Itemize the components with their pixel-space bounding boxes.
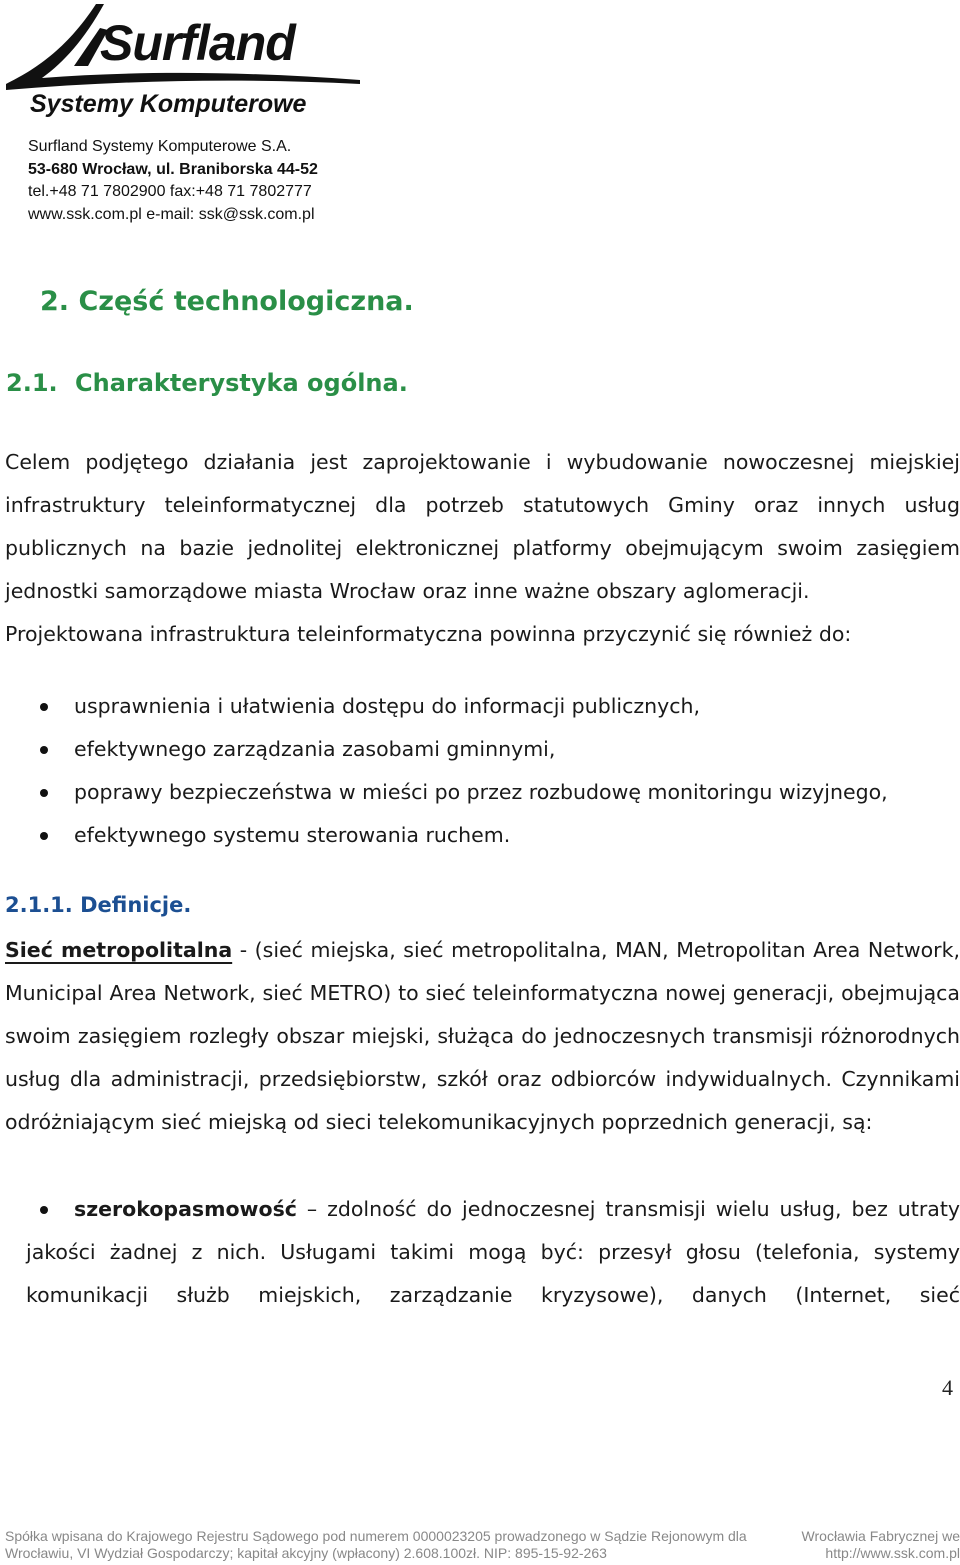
- company-street: 53-680 Wrocław, ul. Braniborska 44-52: [28, 160, 318, 178]
- feature-text: – zdolność do jednoczesnej transmisji wielu usług, bez utraty jakości żadnej z nich. Usługami takimi mogą być: przesył głosu (telefonia, systemy komunikacji służb miejskich, zarządzanie kryzysowe), danych (Internet, sieć: [26, 1197, 960, 1307]
- goals-intro-paragraph: Projektowana infrastruktura teleinformatyczna powinna przyczynić się również do:: [5, 622, 852, 646]
- subsection-number: 2.1.: [6, 369, 58, 397]
- goals-list: [0, 685, 960, 857]
- footer-registry-text: Spółka wpisana do Krajowego Rejestru Sądowego pod numerem 0000023205 prowadzonego w Sądzie Rejonowym dla: [5, 1528, 747, 1544]
- company-logo: [4, 0, 364, 130]
- footer-court-text: Wrocławia Fabrycznej we: [801, 1528, 960, 1544]
- subsection-heading: [6, 369, 408, 397]
- list-item: efektywnego systemu sterowania ruchem.: [0, 814, 960, 857]
- page-footer: [5, 1528, 960, 1562]
- list-item: efektywnego zarządzania zasobami gminnymi,: [0, 728, 960, 771]
- footer-capital-text: Wrocławiu, VI Wydział Gospodarczy; kapitał akcyjny (wpłacony) 2.608.100zł. NIP: 895-15-92-263: [5, 1545, 607, 1561]
- logo-subtitle: Systemy Komputerowe: [30, 90, 307, 118]
- bullet-icon: [40, 746, 48, 754]
- bullet-icon: [40, 832, 48, 840]
- footer-website: http://www.ssk.com.pl: [825, 1545, 960, 1561]
- bullet-icon: [40, 789, 48, 797]
- section-heading: 2. Część technologiczna.: [40, 286, 414, 317]
- logo-wordmark: Surfland: [100, 15, 295, 71]
- list-item: poprawy bezpieczeństwa w mieści po przez rozbudowę monitoringu wizyjnego,: [0, 771, 960, 814]
- company-web-email: www.ssk.com.pl e-mail: ssk@ssk.com.pl: [28, 205, 315, 223]
- definition-text: - (sieć miejska, sieć metropolitalna, MAN, Metropolitan Area Network, Municipal Area Network, sieć METRO) to sieć teleinformatyczna nowej generacji, obejmująca swoim zasięgiem rozległy obszar miejski, służąca do jednoczesnych transmisji różnorodnych usług dla administracji, przedsiębiorstw, szkół oraz odbiorców indywidualnych. Czynnikami odróżniającym sieć miejską od sieci telekomunikacyjnych poprzednich generacji, są:: [5, 938, 960, 1134]
- definition-term: Sieć metropolitalna: [5, 938, 233, 962]
- intro-paragraph: Celem podjętego działania jest zaprojektowanie i wybudowanie nowoczesnej miejskiej infrastruktury teleinformatycznej dla potrzeb statutowych Gminy oraz innych usług publicznych na bazie jednolitej elektronicznej platformy obejmującym swoim zasięgiem jednostki samorządowe miasta Wrocław oraz inne ważne obszary aglomeracji.: [5, 450, 960, 603]
- bullet-icon: [40, 703, 48, 711]
- feature-term: szerokopasmowość: [74, 1197, 297, 1221]
- company-phone: tel.+48 71 7802900 fax:+48 71 7802777: [28, 183, 312, 200]
- subsection-title: Charakterystyka ogólna.: [75, 369, 408, 397]
- feature-list-item: [0, 1188, 960, 1317]
- company-name: Surfland Systemy Komputerowe S.A.: [28, 138, 292, 155]
- definition-paragraph: [5, 929, 960, 1144]
- company-address: [28, 136, 318, 226]
- list-item: usprawnienia i ułatwienia dostępu do informacji publicznych,: [0, 685, 960, 728]
- definitions-heading: 2.1.1. Definicje.: [5, 893, 192, 917]
- page-number: 4: [942, 1375, 953, 1400]
